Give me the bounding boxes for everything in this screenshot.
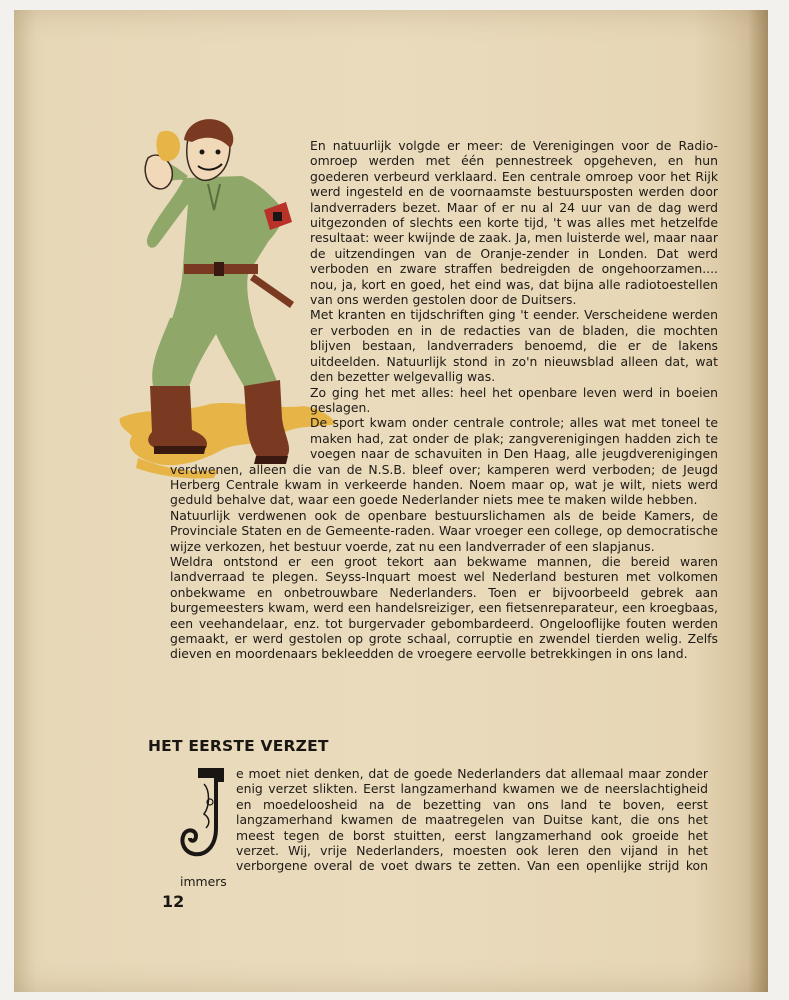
- verzet-text: [180, 766, 708, 889]
- paragraph-kranten: Met kranten en tijdschriften ging 't eender. Verscheidene werden er verboden en in de redacties van de bladen, die mochten blijven bestaan, landverraders benoemd, die er de lakens uitdeelden. Natuurlijk stond in zo'n nieuwsblad alleen dat, wat den bezetter welgevallig was.: [310, 307, 718, 385]
- paragraph-weldra: Weldra ontstond er een groot tekort aan bekwame mannen, die bereid waren landverraad te plegen. Seyss-Inquart moest wel Nederland besturen met volkomen onbekwame en onbetrouwbare Nederlanders. Toen er bijvoorbeeld gebrek aan burgemeesters kwam, werd een handelsreiziger, een fietsenreparateur, een kroegbaas, een veehandelaar, enz. tot burgervader gebombardeerd. Ongelooflijke fouten werden gemaakt, er werd gestolen op grote schaal, corruptie en zwendel tierden welig. Zelfs dieven en moordenaars bekleedden de vroegere eervolle betrekkingen in ons land.: [170, 553, 718, 662]
- page-edge-shadow: [748, 10, 768, 992]
- section-heading: HET EERSTE VERZET: [148, 737, 329, 755]
- main-body-text: [170, 138, 718, 662]
- paragraph-zo-ging: Zo ging het met alles: heel het openbare leven werd in boeien geslagen.: [310, 384, 718, 415]
- illustration-wrap-spacer: [170, 138, 310, 450]
- paragraph-sport: De sport kwam onder centrale controle; alles wat met toneel te maken had, zat onder de plak; zangverenigingen hadden zich te voegen naar de schavuiten in Den Haag, alle jeugdverenigingen verdwenen, alleen die van de N.S.B. bleef over; kamperen werd verboden; de Jeugd Herberg Centrale kwam in verkeerde handen. Noem maar op, wat je wilt, niets werd geduld behalve dat, waar een goede Nederlander niets mee te maken wilde hebben.: [170, 415, 718, 508]
- paragraph-besturen: Natuurlijk verdwenen ook de openbare bestuurslichamen als de beide Kamers, de Provinciale Staten en de Gemeente-raden. Waar vroeger een college, op democratische wijze verkozen, het bestuur voerde, zat nu een landverrader of een slapjanus.: [170, 507, 718, 554]
- decorative-initial-j-icon: [180, 766, 230, 860]
- paragraph-radio: En natuurlijk volgde er meer: de Verenigingen voor de Radio-omroep werden met één pennestreek opgeheven, en hun goederen verbeurd verklaard. Een centrale omroep voor het Rijk werd ingesteld en de voornaamste bestuursposten werden door landverraders bezet. Maar of er nu al 24 uur van de dag werd uitgezonden of slechts een korte tijd, 't was alles met hetzelfde resultaat: weer kwijnde de zaak. Ja, men luisterde wel, maar naar de uitzendingen van de Oranje-zender in Londen. Dat werd verboden en zware straffen bedreigden de ongehoorzamen.... nou, ja, kort en goed, het eind was, dat bijna alle radiotoestellen van ons werden gestolen door de Duitsers.: [310, 138, 718, 308]
- verzet-paragraph: e moet niet denken, dat de goede Nederlanders dat allemaal maar zonder enig verzet slikten. Eerst langzamerhand kwamen we de neerslachtigheid en moedeloosheid na de bezetting van ons land te boven, eerst langzamerhand kwamen de maatregelen van Duitse kant, die ons het meest tegen de borst stuitten, eerst langzamerhand ook groeide het verzet. Wij, vrije Nederlanders, moesten ook leren den vijand in het verborgene overal de voet dwars te zetten. Van een openlijke strijd kon immers: [180, 766, 708, 889]
- page-number: 12: [162, 892, 185, 911]
